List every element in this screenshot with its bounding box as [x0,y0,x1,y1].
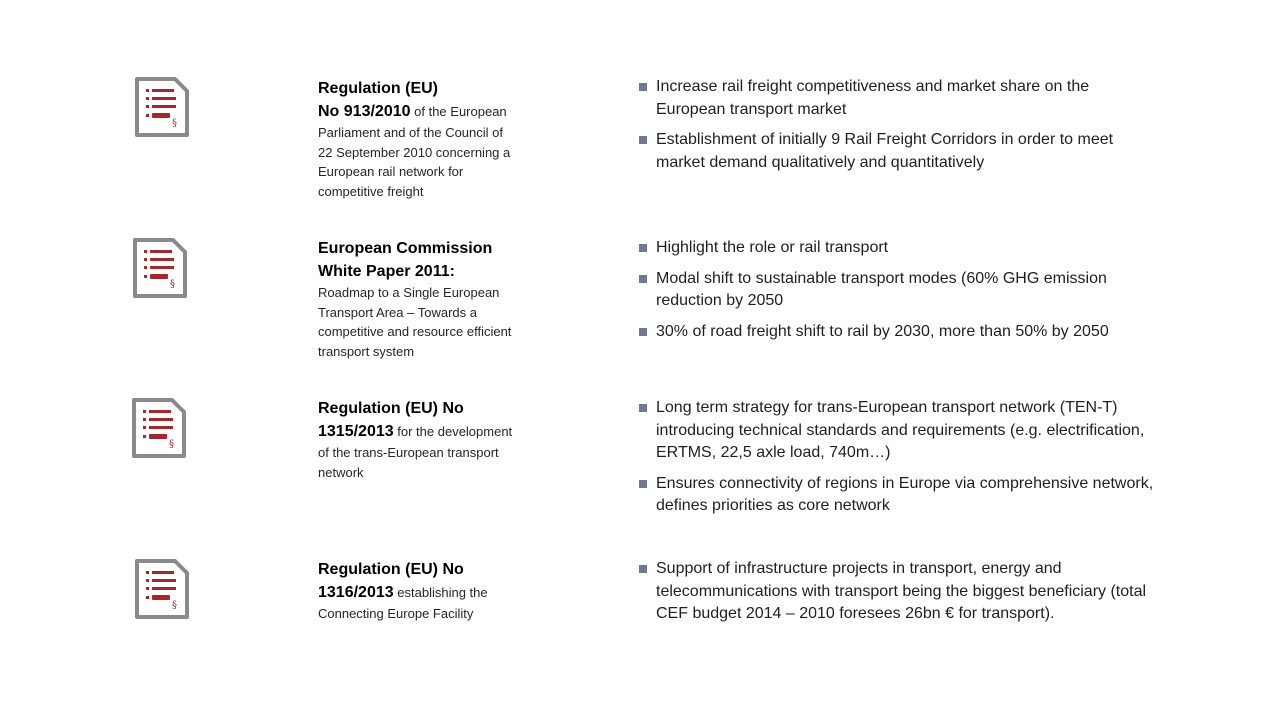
regulation-title: 1315/2013 [318,423,394,440]
regulation-description: Roadmap to a Single European Transport Area – Towards a competitive and resource efficient transport system [318,285,512,359]
regulation-document-icon [134,76,190,138]
key-points-list [638,237,1158,351]
square-bullet-icon [639,565,647,573]
regulation-description: establishing the Connecting Europe Facility [318,585,488,621]
svg-text:§: § [169,439,174,450]
regulation-description-block [318,397,514,482]
svg-text:§: § [172,600,177,611]
regulation-document-icon [131,397,187,459]
key-point: Ensures connectivity of regions in Europe via comprehensive network, defines priorities as core network [638,473,1158,518]
svg-text:§: § [170,279,175,290]
square-bullet-icon [639,404,647,412]
regulation-description-block [318,77,514,201]
key-point: Establishment of initially 9 Rail Freight Corridors in order to meet market demand qualitatively and quantitatively [638,129,1158,174]
key-point: Increase rail freight competitiveness and market share on the European transport market [638,76,1158,121]
key-points-list [638,76,1158,182]
regulation-document-icon [132,237,188,299]
regulation-description-block [318,558,514,624]
square-bullet-icon [639,244,647,252]
key-point: Modal shift to sustainable transport modes (60% GHG emission reduction by 2050 [638,268,1158,313]
square-bullet-icon [639,136,647,144]
regulation-description: for the development of the trans-European transport network [318,424,513,480]
key-point: Highlight the role or rail transport [638,237,1158,260]
key-point: 30% of road freight shift to rail by 2030, more than 50% by 2050 [638,321,1158,344]
regulation-document-icon [134,558,190,620]
regulation-description-block [318,237,514,361]
square-bullet-icon [639,328,647,336]
regulation-title: No 913/2010 [318,103,411,120]
key-point: Support of infrastructure projects in transport, energy and telecommunications with transport being the biggest beneficiary (total CEF budget 2014 – 2010 foresees 26bn € for transport). [638,558,1158,626]
key-points-list [638,397,1158,526]
key-points-list [638,558,1158,634]
square-bullet-icon [639,275,647,283]
square-bullet-icon [639,83,647,91]
regulation-title: White Paper 2011: [318,263,455,280]
regulation-title: Regulation (EU) No [318,400,464,417]
regulation-title: Regulation (EU) [318,80,438,97]
regulation-title: 1316/2013 [318,584,394,601]
key-point: Long term strategy for trans-European transport network (TEN-T) introducing technical standards and requirements (e.g. electrification, ERTMS, 22,5 axle load, 740m…) [638,397,1158,465]
regulation-title: Regulation (EU) No [318,561,464,578]
regulation-title: European Commission [318,240,493,257]
regulation-description: of the European Parliament and of the Council of 22 September 2010 concerning a European rail network for competitive freight [318,104,511,199]
square-bullet-icon [639,480,647,488]
svg-text:§: § [172,118,177,129]
